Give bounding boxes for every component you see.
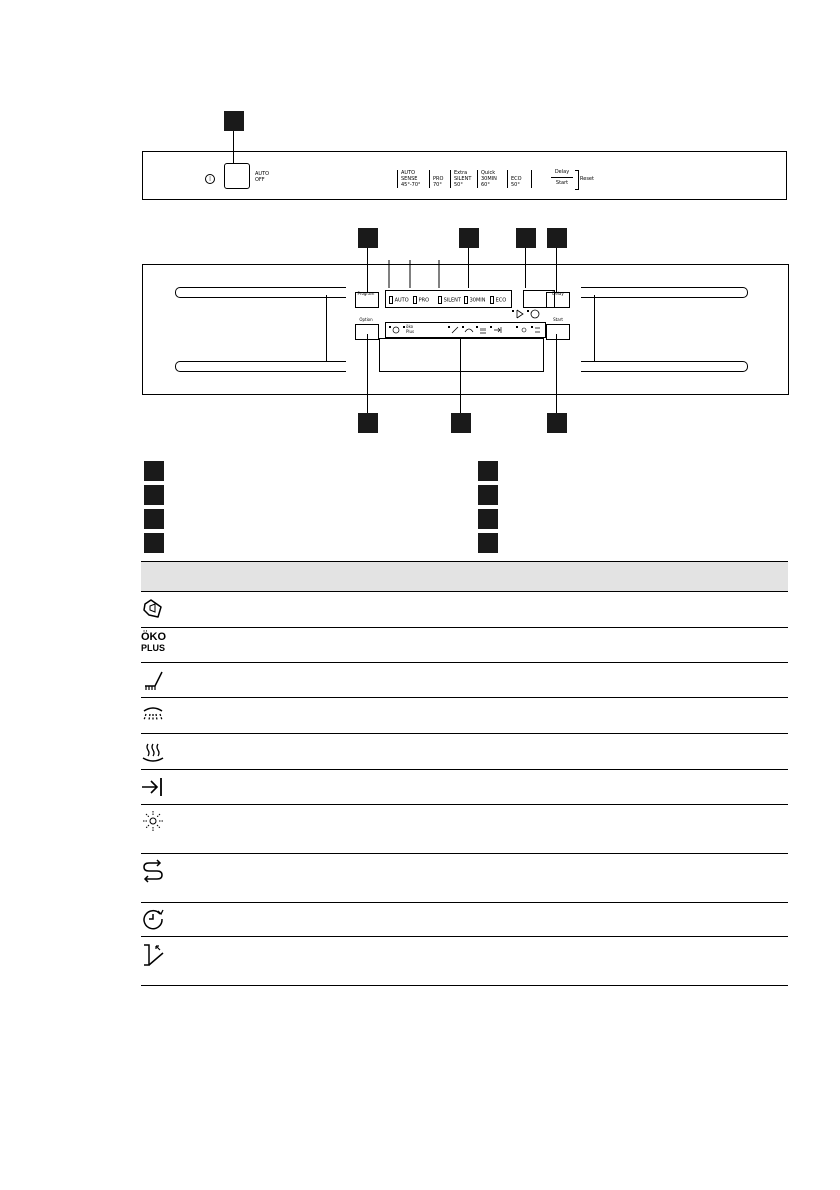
table-row	[141, 854, 788, 903]
table-row	[141, 592, 788, 628]
reset-label: Reset	[580, 176, 594, 182]
brush-icon	[141, 669, 163, 691]
program-label-quick: Quick 30MIN 60°	[481, 170, 497, 188]
callout-marker-7	[451, 413, 471, 433]
table-row	[141, 805, 788, 854]
door-and-timer-indicator-icons	[511, 308, 543, 322]
left-handle-side	[326, 295, 327, 362]
delay-button-label: Delay	[552, 291, 564, 296]
table-row	[141, 937, 788, 986]
door-open-icon	[141, 942, 167, 968]
legend-marker-2	[144, 485, 164, 505]
led-silent: SILENT	[443, 297, 461, 304]
legend-marker-8	[478, 533, 498, 553]
power-label: AUTO OFF	[255, 171, 270, 183]
led-auto: AUTO	[394, 297, 409, 304]
left-handle-bottom	[175, 361, 346, 372]
text-display	[379, 338, 544, 372]
program-label-auto-sense: AUTO SENSE 45°-70°	[401, 170, 421, 188]
legend-marker-3	[144, 509, 164, 529]
power-icon: |	[205, 174, 215, 184]
callout-marker-6	[358, 413, 378, 433]
right-handle-side	[594, 295, 595, 362]
sparkle-icon	[141, 809, 165, 833]
led-pro: PRO	[418, 297, 430, 304]
indicator-table-header	[141, 562, 788, 592]
program-label-pro: PRO 70°	[433, 176, 444, 188]
table-row	[141, 903, 788, 937]
options-led-strip	[385, 322, 546, 338]
program-led-strip	[385, 290, 512, 308]
top-control-panel	[142, 151, 787, 200]
callout-marker-8	[547, 413, 567, 433]
right-handle-bottom	[581, 361, 748, 372]
callout-marker-1	[224, 111, 244, 131]
legend-marker-1	[144, 461, 164, 481]
callout-marker-4	[516, 228, 536, 248]
program-button-label: Program	[357, 291, 375, 296]
arrow-to-bar-icon	[141, 775, 165, 799]
table-row	[141, 628, 788, 663]
option-button-label: Option	[359, 317, 373, 322]
callout-marker-5	[547, 228, 567, 248]
led-eco: ECO	[495, 297, 507, 304]
multitab-icon	[141, 598, 163, 620]
front-control-panel	[142, 264, 789, 395]
left-handle-top	[175, 287, 346, 298]
table-row	[141, 735, 788, 770]
table-row	[141, 698, 788, 734]
led-30min: 30MIN	[469, 297, 486, 304]
table-row	[141, 770, 788, 805]
program-label-eco: ECO 50°	[511, 176, 522, 188]
callout-marker-3	[459, 228, 479, 248]
timer-icon	[141, 907, 165, 931]
start-button-label: Start	[553, 317, 563, 322]
callout-marker-2	[358, 228, 378, 248]
start-button[interactable]	[546, 324, 570, 340]
right-handle-top	[581, 287, 748, 298]
water-loop-icon	[141, 858, 165, 884]
legend-marker-6	[478, 485, 498, 505]
spray-arms-icon	[141, 703, 165, 727]
legend-marker-7	[478, 509, 498, 529]
delay-start-labels: Delay Start	[551, 169, 573, 186]
legend-marker-5	[478, 461, 498, 481]
legend-marker-4	[144, 533, 164, 553]
program-label-extra-silent: Extra SILENT 50°	[454, 170, 472, 188]
power-button[interactable]	[224, 163, 250, 189]
oko-plus-mini-label: öko Plus	[406, 324, 415, 334]
oko-plus-icon: ÖKO PLUS	[141, 631, 167, 653]
heat-dry-icon	[141, 740, 165, 764]
table-row	[141, 663, 788, 698]
